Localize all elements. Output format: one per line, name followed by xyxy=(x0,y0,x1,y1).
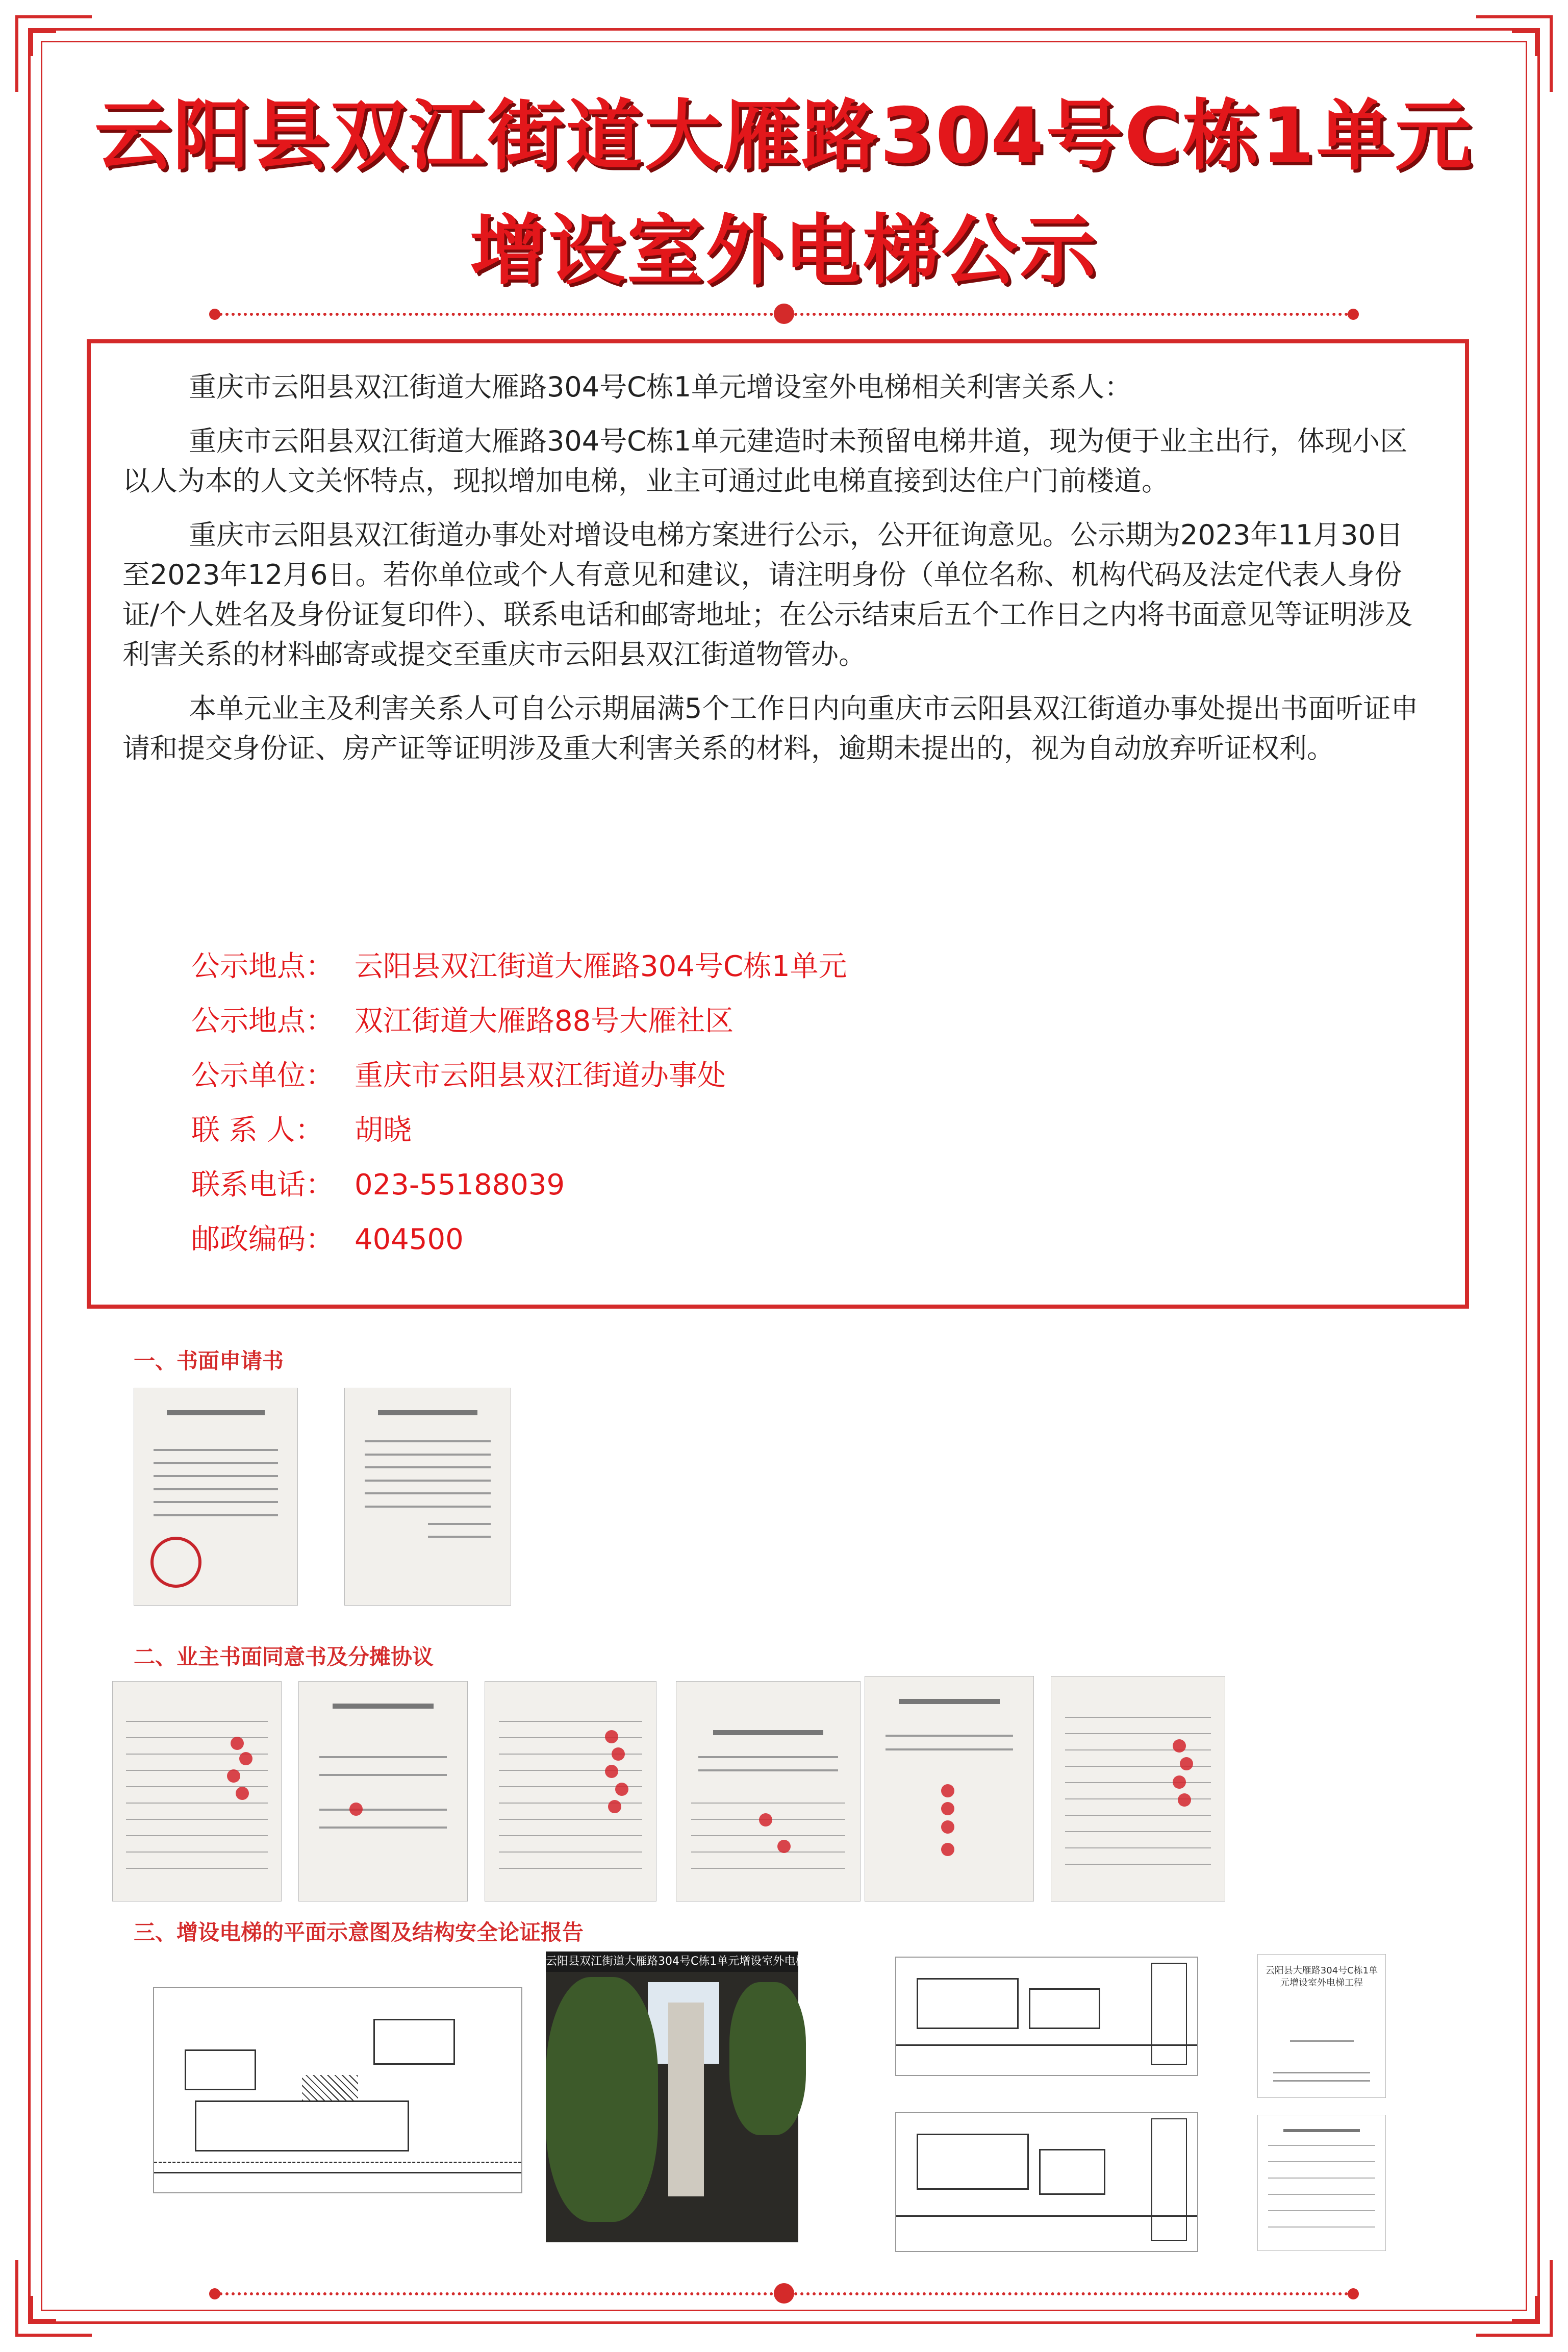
corner-ornament-bottom-right xyxy=(1476,2260,1553,2337)
rendering-caption: 云阳县双江街道大雁路304号C栋1单元增设室外电梯效果图 xyxy=(546,1951,798,1972)
section-title-application: 一、书面申请书 xyxy=(134,1348,284,1373)
application-letter-2 xyxy=(344,1388,511,1606)
contact-person xyxy=(191,1108,1415,1148)
consent-form-1 xyxy=(112,1681,282,1901)
contact-value: 404500 xyxy=(355,1223,464,1256)
notice-paragraph-1: 重庆市云阳县双江街道大雁路304号C栋1单元增设室外电梯相关利害关系人： xyxy=(189,371,1132,403)
notice-paragraph-2: 重庆市云阳县双江街道大雁路304号C栋1单元建造时未预留电梯井道，现为便于业主出行，体现小区以人为本的人文关怀特点，现拟增加电梯，业主可通过此电梯直接到达住户门前楼道。 xyxy=(122,425,1408,497)
contact-phone xyxy=(191,1162,1415,1203)
floor-plan-drawing-2 xyxy=(895,2112,1198,2252)
corner-ornament-bottom-left xyxy=(15,2260,92,2337)
elevator-rendering-photo xyxy=(546,1951,841,2242)
contact-label: 联系电话： xyxy=(191,1168,334,1202)
contact-value: 重庆市云阳县双江街道办事处 xyxy=(355,1059,726,1092)
contact-unit xyxy=(191,1053,1415,1094)
site-plan-drawing xyxy=(153,1987,522,2193)
page-title-line-2: 增设室外电梯公示 xyxy=(469,207,1098,295)
contact-label: 公示地点： xyxy=(191,1005,334,1038)
contact-value: 云阳县双江街道大雁路304号C栋1单元 xyxy=(355,950,847,983)
notice-paragraph-3: 重庆市云阳县双江街道办事处对增设电梯方案进行公示，公开征询意见。公示期为2023年11月30日至2023年12月6日。若你单位或个人有意见和建议，请注明身份（单位名称、机构代码及法定代表人身份证/个人姓名及身份证复印件）、联系电话和邮寄地址；在公示结束后五个工作日之内将书面意见等证明涉及利害关系的材料邮寄或提交至重庆市云阳县双江街道物管办。 xyxy=(122,519,1413,670)
safety-report-cover xyxy=(1257,1954,1386,2098)
contact-label: 公示单位： xyxy=(191,1059,334,1092)
notice-body xyxy=(122,367,1428,783)
safety-report-page xyxy=(1257,2115,1386,2251)
section-title-plans: 三、增设电梯的平面示意图及结构安全论证报告 xyxy=(134,1920,584,1945)
consent-form-5 xyxy=(865,1676,1034,1901)
consent-form-2 xyxy=(298,1681,468,1901)
contact-value: 胡晓 xyxy=(355,1114,412,1147)
contact-label: 邮政编码： xyxy=(191,1223,334,1256)
bottom-divider xyxy=(209,2283,1359,2304)
notice-paragraph-4: 本单元业主及利害关系人可自公示期届满5个工作日内向重庆市云阳县双江街道办事处提出书面听证申请和提交身份证、房产证等证明涉及重大利害关系的材料，逾期未提出的，视为自动放弃听证权利。 xyxy=(122,692,1419,764)
contact-value: 023-55188039 xyxy=(355,1168,565,1202)
contact-postcode xyxy=(191,1217,1415,1258)
application-letter-1 xyxy=(134,1388,298,1606)
consent-form-4 xyxy=(676,1681,861,1901)
contact-label: 联 系 人： xyxy=(191,1114,324,1147)
contact-location-1 xyxy=(191,944,1415,985)
consent-form-3 xyxy=(485,1681,656,1901)
top-divider xyxy=(209,304,1359,324)
report-cover-title: 云阳县大雁路304号C栋1单元增设室外电梯工程 xyxy=(1265,1965,1378,1988)
section-title-consent: 二、业主书面同意书及分摊协议 xyxy=(134,1644,434,1669)
contact-value: 双江街道大雁路88号大雁社区 xyxy=(355,1005,734,1038)
consent-form-6 xyxy=(1051,1676,1225,1901)
floor-plan-drawing-1 xyxy=(895,1957,1198,2076)
page-title-line-1: 云阳县双江街道大雁路304号C栋1单元 xyxy=(94,92,1474,181)
contact-label: 公示地点： xyxy=(191,950,334,983)
contact-location-2 xyxy=(191,998,1415,1039)
